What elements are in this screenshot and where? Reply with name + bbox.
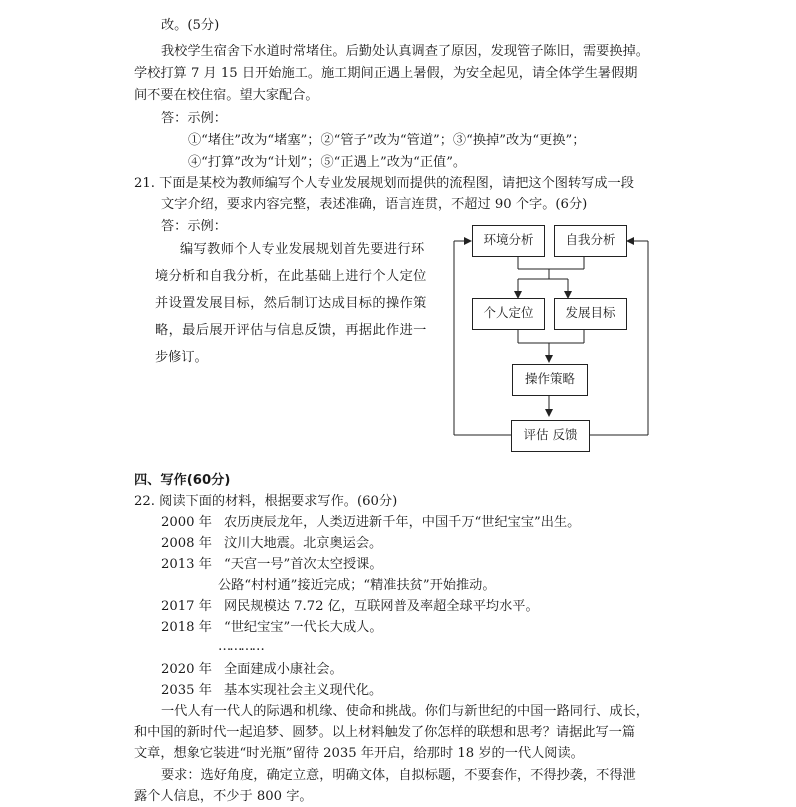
- timeline-text-3: “天宫一号”首次太空授课。: [224, 557, 383, 572]
- timeline-year-3: 2013 年: [161, 557, 212, 572]
- timeline-year-7: 2035 年: [161, 683, 212, 698]
- timeline-text-5: “世纪宝宝”一代长大成人。: [224, 620, 383, 635]
- timeline-text-6: 全面建成小康社会。: [224, 662, 343, 677]
- timeline-text-4: 网民规模达 7.72 亿，互联网普及率超全球平均水平。: [224, 599, 539, 614]
- q21-prompt-line-1: 21. 下面是某校为教师编写个人专业发展规划而提供的流程图，请把这个图转写成一段: [134, 176, 634, 191]
- flowchart-box-self: 自我分析: [554, 225, 627, 257]
- timeline-year-2: 2008 年: [161, 536, 212, 551]
- material-line-3: 文章，想象它装进“时光瓶”留待 2035 年开启，给那时 18 岁的一代人阅读。: [134, 746, 584, 761]
- material-line-2: 和中国的新时代一起追梦、圆梦。以上材料触发了你怎样的联想和思考？请据此写一篇: [134, 725, 636, 740]
- timeline-year-1: 2000 年: [161, 515, 212, 530]
- q21-answer-line-5: 步修订。: [155, 350, 208, 365]
- q20-answer-label: 答：示例：: [161, 111, 227, 126]
- q20-passage-line-3: 间不要在校住宿。望大家配合。: [134, 88, 319, 103]
- requirements-line-2: 露个人信息，不少于 800 字。: [134, 789, 313, 804]
- timeline-year-4: 2017 年: [161, 599, 212, 614]
- timeline-text-7: 基本实现社会主义现代化。: [224, 683, 383, 698]
- timeline-text-1: 农历庚辰龙年，人类迈进新千年，中国千万“世纪宝宝”出生。: [224, 515, 581, 530]
- q21-prompt-line-2: 文字介绍，要求内容完整，表述准确，语言连贯，不超过 90 个字。(6分): [161, 197, 588, 212]
- timeline-year-6: 2020 年: [161, 662, 212, 677]
- material-line-1: 一代人有一代人的际遇和机缘、使命和挑战。你们与新世纪的中国一路同行、成长，: [161, 704, 649, 719]
- q20-passage-line-2: 学校打算 7 月 15 日开始施工。施工期间正遇上暑假，为安全起见，请全体学生暑假期: [134, 66, 638, 81]
- q20-score-line: 改。(5分): [161, 18, 220, 33]
- flowchart-box-strategy: 操作策略: [512, 364, 588, 396]
- timeline-year-5: 2018 年: [161, 620, 212, 635]
- q21-answer-line-3: 并设置发展目标，然后制订达成目标的操作策: [155, 296, 427, 311]
- timeline-text-2: 汶川大地震。北京奥运会。: [224, 536, 383, 551]
- timeline-ellipsis: …………: [218, 639, 263, 654]
- requirements-line-1: 要求：选好角度，确定立意，明确文体，自拟标题，不要套作，不得抄袭，不得泄: [161, 768, 636, 783]
- q20-passage-line-1: 我校学生宿舍下水道时常堵住。后勤处认真调查了原因，发现管子陈旧，需要换掉。: [161, 44, 649, 59]
- q22-prompt: 22. 阅读下面的材料，根据要求写作。(60分): [134, 494, 398, 509]
- section-heading-writing: 四、写作(60分): [134, 473, 231, 488]
- q20-answer-line-2: ④“打算”改为“计划”；⑤“正遇上”改为“正值”。: [188, 155, 467, 170]
- timeline-text-3b: 公路“村村通”接近完成；“精准扶贫”开始推动。: [218, 578, 496, 593]
- flowchart-box-feedback: 评估 反馈: [511, 420, 590, 452]
- q20-answer-line-1: ①“堵住”改为“堵塞”；②“管子”改为“管道”；③“换掉”改为“更换”；: [188, 133, 586, 148]
- q21-answer-line-4: 略，最后展开评估与信息反馈，再据此作进一: [155, 323, 427, 338]
- q21-answer-line-1: 编写教师个人专业发展规划首先要进行环: [180, 242, 425, 257]
- q21-answer-line-2: 境分析和自我分析，在此基础上进行个人定位: [155, 269, 427, 284]
- q21-answer-label: 答：示例：: [161, 219, 227, 234]
- flowchart-box-env: 环境分析: [472, 225, 545, 257]
- flowchart-box-goal: 发展目标: [554, 298, 627, 330]
- flowchart-box-position: 个人定位: [472, 298, 545, 330]
